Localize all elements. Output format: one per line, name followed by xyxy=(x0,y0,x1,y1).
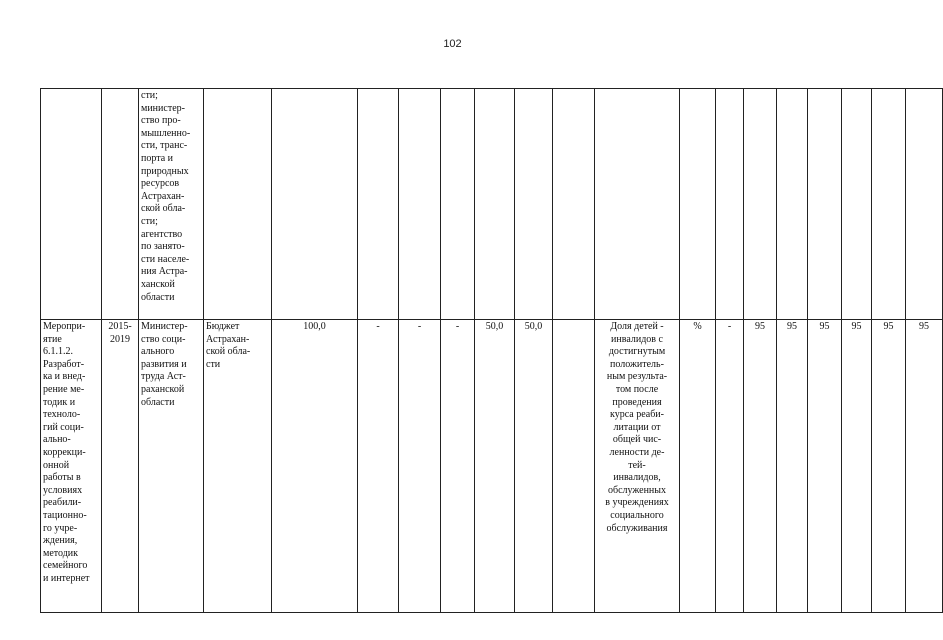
cell-executor xyxy=(139,320,204,613)
cell-2016: - xyxy=(399,320,441,613)
executor-text: Министер- ство соци- ального развития и труда Аст- раханской области xyxy=(141,321,188,408)
cell-2017: - xyxy=(441,320,475,613)
funding-source-text: Бюджет Астрахан- ской обла- сти xyxy=(206,321,251,370)
table-row-continuation xyxy=(41,89,943,320)
cell-target-2: 95 xyxy=(777,320,808,613)
table-cell xyxy=(777,89,808,320)
table-cell xyxy=(680,89,716,320)
table-cell xyxy=(553,320,595,613)
measure-text: Меропри- ятие 6.1.1.2. Разработ- ка и внед- рение ме- тодик и техноло- гий соци- ально- коррекци- онной работы в условиях реабили- тационно- го учре- ждения, методик семейного и интернет xyxy=(43,321,90,584)
page-number: 102 xyxy=(443,38,462,50)
table-cell xyxy=(716,89,744,320)
cell-executors-continued xyxy=(139,89,204,320)
table-cell xyxy=(842,89,872,320)
cell-2015: - xyxy=(358,320,399,613)
table-cell xyxy=(204,89,272,320)
cell-total: 100,0 xyxy=(272,320,358,613)
cell-target-6: 95 xyxy=(906,320,943,613)
table-cell xyxy=(595,89,680,320)
executors-continued-text: сти; министер- ство про- мышленно- сти, транс- порта и природных ресурсов Астрахан- ской обла- сти; агентство по занято- сти населе- ния Астра- ханской области xyxy=(141,90,191,303)
table-row-measure-6-1-1-2 xyxy=(41,320,943,613)
table-cell xyxy=(441,89,475,320)
table-cell xyxy=(553,89,595,320)
indicator-text: Доля детей - инвалидов с достигнутым положитель- ным результа- том после проведения курса реаби- литации от общей чис- ленности де- тей- инвалидов, обслуженных в учреждениях социального обслуживания xyxy=(605,321,669,534)
cell-base-value: - xyxy=(716,320,744,613)
program-measures-table xyxy=(40,88,943,613)
table-cell xyxy=(475,89,515,320)
table-cell xyxy=(906,89,943,320)
cell-target-1: 95 xyxy=(744,320,777,613)
cell-2019: 50,0 xyxy=(515,320,553,613)
cell-measure xyxy=(41,320,102,613)
cell-indicator xyxy=(595,320,680,613)
table-cell xyxy=(399,89,441,320)
table-cell xyxy=(744,89,777,320)
table-cell xyxy=(272,89,358,320)
table-cell xyxy=(515,89,553,320)
table-cell xyxy=(358,89,399,320)
cell-funding-source xyxy=(204,320,272,613)
cell-period-empty xyxy=(102,89,139,320)
period-text: 2015- 2019 xyxy=(108,321,132,345)
cell-measure-empty xyxy=(41,89,102,320)
cell-target-3: 95 xyxy=(808,320,842,613)
cell-period xyxy=(102,320,139,613)
table-cell xyxy=(872,89,906,320)
table-cell xyxy=(808,89,842,320)
cell-unit: % xyxy=(680,320,716,613)
cell-target-5: 95 xyxy=(872,320,906,613)
cell-target-4: 95 xyxy=(842,320,872,613)
cell-2018: 50,0 xyxy=(475,320,515,613)
